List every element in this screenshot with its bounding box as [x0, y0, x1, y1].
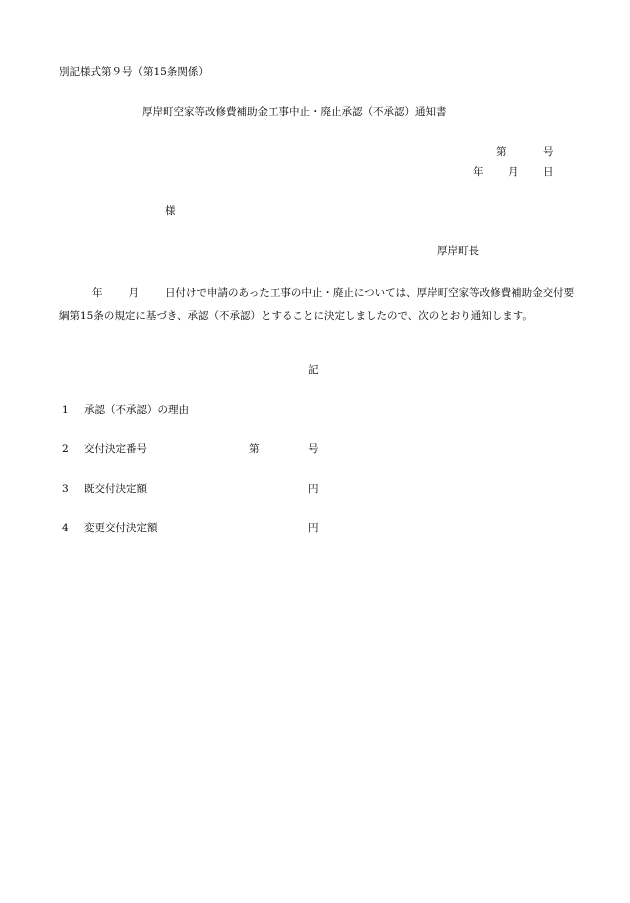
doc-number-prefix: 第 — [496, 146, 507, 158]
date-day: 日 — [543, 166, 554, 178]
issuer-name: 厚岸町長 — [437, 245, 479, 257]
date-year: 年 — [473, 166, 484, 178]
item-number: 4 — [62, 522, 69, 534]
body-text: 日付けで申請のあった工事の中止・廃止については、厚岸町空家等改修費補助金交付要綱第15条の規定に基づき、承認（不承認）とすることに決定しましたので、次のとおり通知します。 — [59, 287, 575, 322]
doc-number-suffix: 号 — [543, 146, 554, 158]
date-month: 月 — [508, 166, 519, 178]
item-unit: 円 — [308, 483, 319, 495]
item-label: 既交付決定額 — [84, 483, 147, 495]
form-label: 別記様式第９号（第15条関係） — [59, 66, 209, 78]
addressee: 様 — [165, 205, 176, 217]
item-prefix: 第 — [249, 443, 260, 455]
item-label: 変更交付決定額 — [84, 522, 158, 534]
document-title: 厚岸町空家等改修費補助金工事中止・廃止承認（不承認）通知書 — [142, 106, 447, 118]
item-unit: 円 — [308, 522, 319, 534]
body-year: 年 — [92, 287, 103, 299]
item-label: 承認（不承認）の理由 — [84, 404, 189, 416]
item-number: 3 — [62, 483, 69, 495]
item-unit: 号 — [308, 443, 319, 455]
notification-body — [59, 282, 577, 328]
item-label: 交付決定番号 — [84, 443, 147, 455]
body-month: 月 — [128, 287, 139, 299]
ki-heading: 記 — [308, 364, 319, 376]
item-number: 1 — [62, 404, 69, 416]
item-number: 2 — [62, 443, 69, 455]
